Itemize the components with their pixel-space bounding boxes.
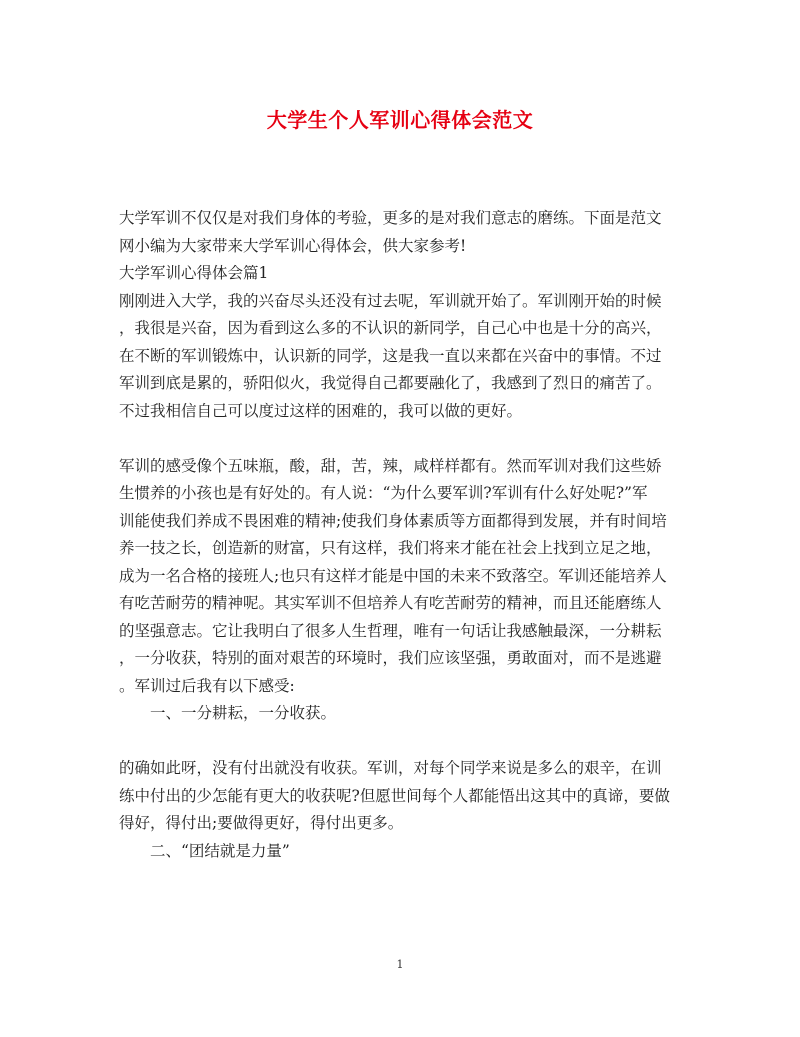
body-line: 的确如此呀，没有付出就没有收获。军训，对每个同学来说是多么的艰辛，在训	[119, 759, 662, 777]
section-heading: 大学军训心得体会篇1	[119, 264, 269, 282]
page-number: 1	[396, 958, 404, 971]
body-line: 养一技之长，创造新的财富，只有这样，我们将来才能在社会上找到立足之地，	[119, 539, 662, 557]
body-line: 刚刚进入大学，我的兴奋尽头还没有过去呢，军训就开始了。军训刚开始的时候	[119, 291, 662, 310]
body-line: 网小编为大家带来大学军训心得体会，供大家参考!	[119, 236, 467, 255]
body-line: 军训到底是累的，骄阳似火，我觉得自己都要融化了，我感到了烈日的痛苦了。	[119, 374, 662, 392]
paragraph-gap	[119, 728, 681, 756]
body-line: 得好，得付出;要做得更好，得付出更多。	[119, 814, 404, 832]
body-line: 。军训过后我有以下感受:	[119, 676, 295, 695]
body-line: 在不断的军训锻炼中，认识新的同学，这是我一直以来都在兴奋中的事情。不过	[119, 346, 662, 365]
document-title: 大学生个人军训心得体会范文	[266, 108, 534, 132]
document-body	[119, 205, 681, 865]
subsection-heading: 一、一分耕耘，一分收获。	[150, 704, 337, 722]
body-line: ，一分收获，特别的面对艰苦的环境时，我们应该坚强，勇敢面对，而不是逃避	[119, 649, 662, 667]
body-line: 成为一名合格的接班人;也只有这样才能是中国的未来不致落空。军训还能培养人	[119, 566, 667, 585]
body-line: 不过我相信自己可以度过这样的困难的，我可以做的更好。	[119, 401, 523, 420]
paragraph-gap	[119, 425, 681, 453]
body-line: 大学军训不仅仅是对我们身体的考验，更多的是对我们意志的磨练。下面是范文	[119, 209, 662, 227]
body-line: 有吃苦耐劳的精神呢。其实军训不但培养人有吃苦耐劳的精神，而且还能磨练人	[119, 594, 662, 612]
body-line: 训能使我们养成不畏困难的精神;使我们身体素质等方面都得到发展，并有时间培	[119, 511, 667, 530]
body-line: 练中付出的少怎能有更大的收获呢?但愿世间每个人都能悟出这其中的真谛，要做	[119, 786, 670, 805]
subsection-heading: 二、“团结就是力量”	[150, 841, 290, 860]
body-line: 的坚强意志。它让我明白了很多人生哲理，唯有一句话让我感触最深，一分耕耘	[119, 621, 662, 640]
body-line: 军训的感受像个五味瓶，酸，甜，苦，辣，咸样样都有。然而军训对我们这些娇	[119, 456, 662, 475]
body-line: 生惯养的小孩也是有好处的。有人说：“为什么要军训?军训有什么好处呢?”军	[119, 484, 648, 502]
body-line: ，我很是兴奋，因为看到这么多的不认识的新同学，自己心中也是十分的高兴，	[119, 319, 662, 337]
